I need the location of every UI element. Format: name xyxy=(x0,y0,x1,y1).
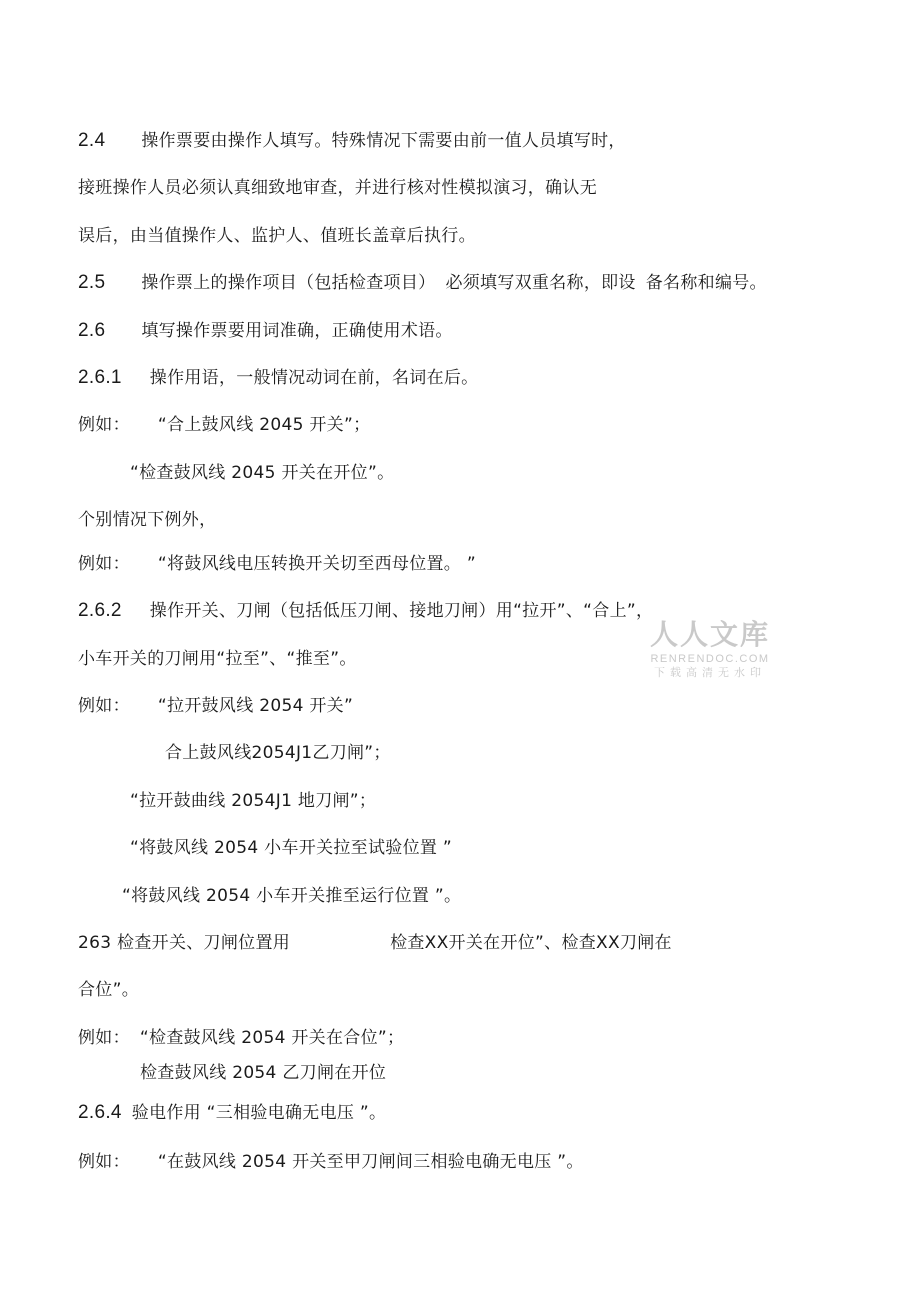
section-number: 2.6 xyxy=(78,320,106,341)
section-number: 2.6.2 xyxy=(78,600,122,621)
section-2-6-4-line xyxy=(78,1101,386,1125)
example-text: “将鼓风线 2054 小车开关推至运行位置 ”。 xyxy=(122,886,462,906)
section-2-6-2-line-2 xyxy=(78,647,357,671)
paragraph-text: 填写操作票要用词准确，正确使用术语。 xyxy=(141,321,453,341)
example-text: “拉开鼓曲线 2054J1 地刀闸”； xyxy=(130,791,377,811)
example-text: 检查鼓风线 2054 乙刀闸在开位 xyxy=(140,1063,387,1083)
example-continuation xyxy=(130,461,394,485)
watermark-subtitle: 下载高清无水印 xyxy=(654,666,766,679)
section-2-6-3-line-1 xyxy=(78,931,672,955)
section-number: 2.5 xyxy=(78,272,106,293)
example-label: 例如： xyxy=(78,415,130,435)
example-line xyxy=(78,413,370,437)
example-text: “检查鼓风线 2045 开关在开位”。 xyxy=(130,463,395,483)
example-continuation xyxy=(122,884,461,908)
paragraph-line xyxy=(78,508,216,532)
section-2-6-3-line-2 xyxy=(78,978,139,1002)
example-text: “在鼓风线 2054 开关至甲刀闸间三相验电确无电压 ”。 xyxy=(157,1152,584,1172)
paragraph-text: 合位”。 xyxy=(78,980,140,1000)
section-number: 2.6.4 xyxy=(78,1102,122,1123)
watermark-url: RENRENDOC.COM xyxy=(650,653,770,665)
example-line xyxy=(78,1026,404,1050)
paragraph-text: 必须填写双重名称，即设 xyxy=(445,273,636,293)
example-label: 例如： xyxy=(78,1028,130,1048)
watermark xyxy=(646,618,774,680)
paragraph-text: 操作票上的操作项目（包括检查项目） xyxy=(141,273,436,293)
example-line xyxy=(78,1150,584,1174)
section-2-6-line xyxy=(78,319,453,343)
watermark-title: 人人文库 xyxy=(649,618,770,651)
example-line xyxy=(78,694,353,718)
section-2-4-line-2 xyxy=(78,176,597,200)
example-label: 例如： xyxy=(78,696,130,716)
example-line xyxy=(78,552,476,576)
example-text: 合上鼓风线2054J1乙刀闸”； xyxy=(165,743,391,763)
example-text: “合上鼓风线 2045 开关”； xyxy=(157,415,371,435)
example-continuation xyxy=(140,1061,386,1085)
example-continuation xyxy=(130,789,376,813)
section-2-6-1-line xyxy=(78,366,478,390)
example-label: 例如： xyxy=(78,554,130,574)
paragraph-text: 操作用语，一般情况动词在前，名词在后。 xyxy=(149,368,479,388)
paragraph-text: 误后，由当值操作人、监护人、值班长盖章后执行。 xyxy=(78,226,476,246)
section-2-5-line xyxy=(78,271,767,295)
example-label: 例如： xyxy=(78,1152,130,1172)
paragraph-text: 检查XX开关在开位”、检查XX刀闸在 xyxy=(390,933,672,953)
section-number: 2.6.1 xyxy=(78,367,122,388)
paragraph-text: 个别情况下例外， xyxy=(78,510,217,530)
paragraph-text: 验电作用 “三相验电确无电压 ”。 xyxy=(131,1103,387,1123)
example-text: “拉开鼓风线 2054 开关” xyxy=(157,696,354,716)
example-continuation xyxy=(130,836,452,860)
section-number: 2.4 xyxy=(78,130,106,151)
paragraph-text: 操作开关、刀闸（包括低压刀闸、接地刀闸）用“拉开”、“合上”， xyxy=(149,601,654,621)
example-text: “将鼓风线电压转换开关切至西母位置。 ” xyxy=(157,554,476,574)
paragraph-text: 操作票要由操作人填写。特殊情况下需要由前一值人员填写时， xyxy=(141,131,626,151)
example-text: “检查鼓风线 2054 开关在合位”； xyxy=(139,1028,405,1048)
section-2-4-line-1 xyxy=(78,129,626,153)
paragraph-text: 接班操作人员必须认真细致地审查，并进行核对性模拟演习，确认无 xyxy=(78,178,597,198)
section-2-4-line-3 xyxy=(78,224,476,248)
section-2-6-2-line-1 xyxy=(78,599,653,623)
paragraph-text: 备名称和编号。 xyxy=(645,273,767,293)
paragraph-text: 小车开关的刀闸用“拉至”、“推至”。 xyxy=(78,649,357,669)
example-text: “将鼓风线 2054 小车开关拉至试验位置 ” xyxy=(130,838,452,858)
paragraph-text: 263 检查开关、刀闸位置用 xyxy=(78,933,291,953)
example-continuation xyxy=(165,741,391,765)
